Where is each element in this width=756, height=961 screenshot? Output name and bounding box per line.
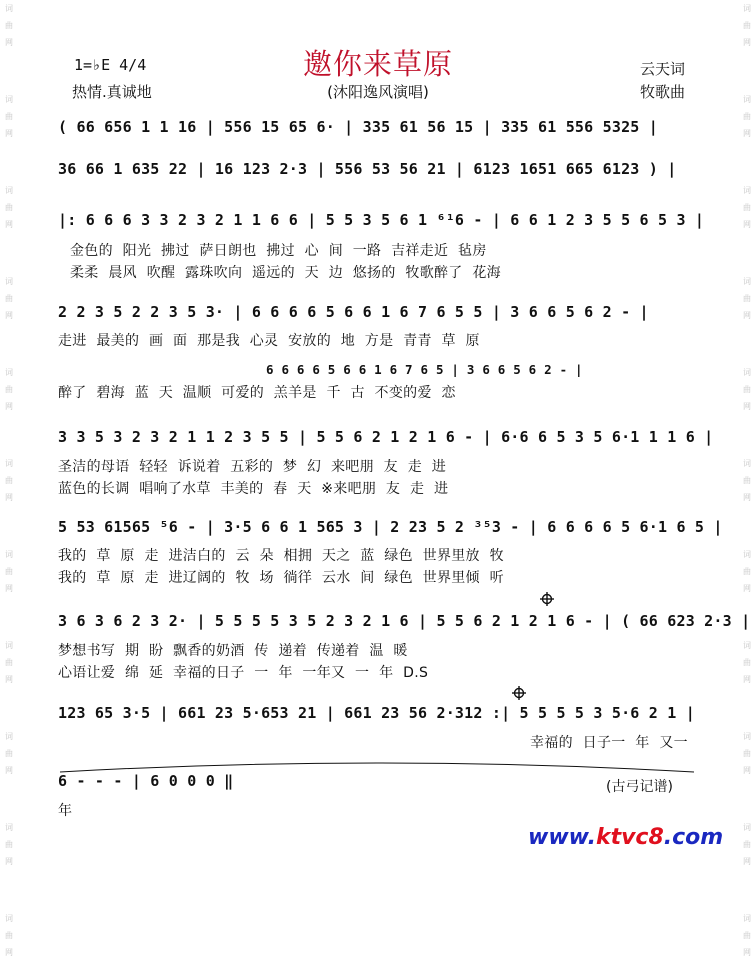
site-logo: [528, 825, 723, 850]
lyric-line-3b: 柔柔 晨风 吹醒 露珠吹向 遥远的 天 边 悠扬的 牧歌醉了 花海: [70, 265, 501, 281]
song-title: 邀你来草原: [302, 47, 453, 81]
lyric-line-5: 醉了 碧海 蓝 天 温顺 可爱的 羔羊是 千 古 不变的爱 恋: [58, 385, 456, 401]
coda-sign-icon: [512, 686, 526, 700]
lyric-line-6b: 蓝色的长调 唱响了水草 丰美的 春 天 ※来吧朋 友 走 进: [58, 481, 449, 497]
site-logo-suffix: .com: [663, 825, 724, 850]
lyric-line-10: 年: [58, 803, 73, 819]
score-line-9: 123 65 3·5 | 661 23 5·653 21 | 661 23 56 2·312 :| 5 5 5 5 3 5·6 2 1 |: [58, 704, 695, 722]
score-line-5: 6 6 6 6 5 6 6 1 6 7 6 5 | 3 6 6 5 6 2 - |: [266, 362, 583, 377]
lyric-line-6a: 圣洁的母语 轻轻 诉说着 五彩的 梦 幻 来吧朋 友 走 进: [58, 459, 447, 475]
lyric-line-9: 幸福的 日子一 年 又一: [530, 735, 688, 751]
score-line-8: 3 6 3 6 2 3 2· | 5 5 5 5 3 5 2 3 2 1 6 | 5 5 6 2 1 2 1 6 - | ( 66 623 2·3 |: [58, 612, 751, 630]
lyric-line-7b: 我的 草 原 走 进辽阔的 牧 场 徜徉 云水 间 绿色 世界里倾 听: [58, 570, 504, 586]
score-line-3: |: 6 6 6 3 3 2 3 2 1 1 6 6 | 5 5 3 5 6 1 ⁶¹6 - | 6 6 1 2 3 5 5 6 5 3 |: [58, 211, 705, 229]
lyric-line-4: 走进 最美的 画 面 那是我 心灵 安放的 地 方是 青青 草 原: [58, 333, 480, 349]
score-line-6: 3 3 5 3 2 3 2 1 1 2 3 5 5 | 5 5 6 2 1 2 1 6 - | 6·6 6 5 3 5 6·1 1 1 6 |: [58, 428, 714, 446]
coda-sign-icon: [540, 592, 554, 606]
score-line-7: 5 53 61565 ⁵6 - | 3·5 6 6 1 565 3 | 2 23 5 2 ³⁵3 - | 6 6 6 6 5 6·1 6 5 |: [58, 518, 723, 536]
lyric-line-8b: 心语让爱 绵 延 幸福的日子 一 年 一年又 一 年 D.S: [58, 665, 429, 681]
score-line-10: 6 - - - | 6 0 0 0 ‖: [58, 772, 234, 790]
site-logo-brand: ktvc8: [595, 825, 664, 850]
lyricist-credit: 云天词: [640, 60, 686, 78]
watermark-right: 词 曲 网 词 曲 网 词 曲 网 词 曲 网 词 曲 网 词 曲 网 词 曲 网 词 曲 网 词 曲 网 词 曲 网 词 曲 网: [743, 4, 751, 957]
performer-note: (沐阳逸风演唱): [327, 83, 429, 101]
watermark-left: 词 曲 网 词 曲 网 词 曲 网 词 曲 网 词 曲 网 词 曲 网 词 曲 网 词 曲 网 词 曲 网 词 曲 网 词 曲 网: [5, 4, 13, 957]
score-line-1: ( 66 656 1 1 16 | 556 15 65 6· | 335 61 56 15 | 335 61 556 5325 |: [58, 118, 658, 136]
score-line-2: 36 66 1 635 22 | 16 123 2·3 | 556 53 56 21 | 6123 1651 665 6123 ) |: [58, 160, 677, 178]
lyric-line-8a: 梦想书写 期 盼 飘香的奶酒 传 递着 传递着 温 暖: [58, 643, 408, 659]
tempo-marking: 热情.真诚地: [72, 83, 152, 101]
lyric-line-7a: 我的 草 原 走 进洁白的 云 朵 相拥 天之 蓝 绿色 世界里放 牧: [58, 548, 504, 564]
transcriber-credit: (古弓记谱): [606, 779, 673, 795]
site-logo-prefix: www.: [528, 825, 596, 850]
lyric-line-3a: 金色的 阳光 拂过 萨日朗也 拂过 心 间 一路 吉祥走近 毡房: [70, 243, 487, 259]
key-signature: 1=♭E 4/4: [74, 56, 147, 74]
composer-credit: 牧歌曲: [640, 83, 686, 101]
score-line-4: 2 2 3 5 2 2 3 5 3· | 6 6 6 6 5 6 6 1 6 7 6 5 5 | 3 6 6 5 6 2 - |: [58, 303, 649, 321]
